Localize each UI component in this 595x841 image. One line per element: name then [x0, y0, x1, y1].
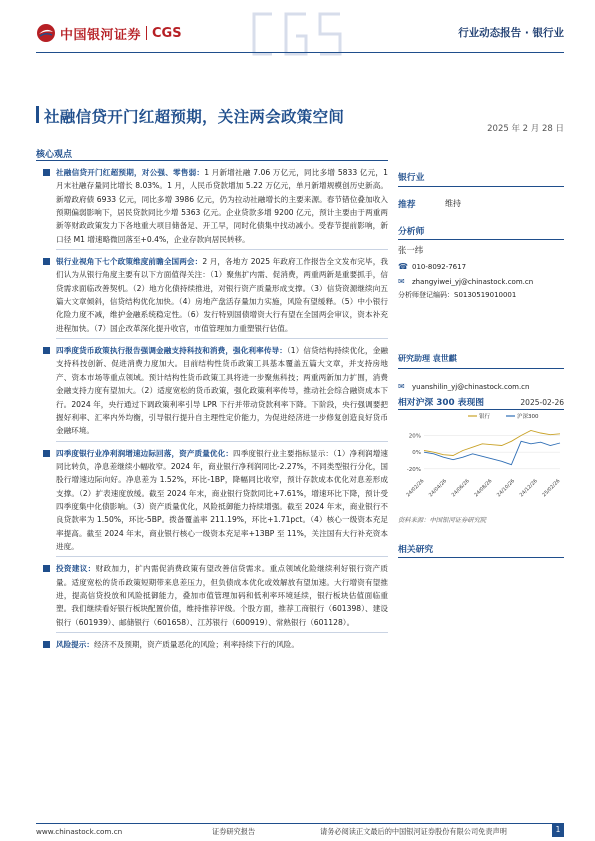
core-views-label: 核心观点	[36, 150, 73, 160]
chart-header	[398, 395, 564, 408]
key-point	[56, 638, 388, 651]
envelope-icon: ✉	[398, 382, 405, 391]
key-point-lead: 投资建议：	[56, 564, 96, 574]
key-point-text: 财政加力，扩内需促消费政策有望改善信贷需求。重点领域化险继续利好银行资产质量。适度宽松的货币政策短期带来息差压力，但负债成本优化或效解放有望加速。大行增资有望推进，提高信贷投放和风险抵御能力，叠加市值管理加码和低利率环境延续，银行板块估值面临重塑。我们继续看好银行板块配置价值，维持推荐评级。个股方面，推荐工商银行（601398）、建设银行（601939）、邮储银行（601658）、江苏银行（600919）、常熟银行（601128）。	[56, 564, 388, 627]
x-tick-label: 24/06/26	[450, 478, 471, 499]
footer-disclaimer: 请务必阅读正文最后的中国银河证券股份有限公司免责声明	[320, 827, 507, 836]
chart-date: 2025-02-26	[520, 398, 564, 407]
x-tick-label: 24/10/26	[495, 478, 517, 499]
industry-rule	[398, 186, 564, 187]
bullet-icon	[43, 258, 50, 265]
y-tick-label: -20%	[406, 466, 421, 473]
key-point	[56, 166, 388, 246]
bullet-icon	[43, 565, 50, 572]
logo-separator	[146, 26, 147, 40]
y-tick-label: 20%	[408, 433, 421, 440]
report-type: 行业动态报告 · 银行业	[458, 27, 564, 39]
rating-label: 推荐	[398, 200, 416, 210]
key-point-text: 1 月新增社融 7.06 万亿元，同比多增 5833 亿元，1 月末社融存量同比增长 8.03%。1 月，人民币贷款增加 5.22 万亿元，单月新增规模创历史新高。新增政府债 6933 亿元，同比多增 3986 亿元，仍为拉动社融增长的主要来源。春节错位叠加收入预期偏弱影响下，居民贷款同比少增 5363 亿元。企业贷款多增 9200 亿元，预计主要由于两重两新等财政政策发力下各地重大项目储备足、开工早，同时化债集中找动减小。受春节提前影响，新口径 M1 增速略微回落至+0.4%，企业存款向居民转移。	[56, 168, 388, 244]
point-divider	[56, 632, 388, 633]
x-tick-label: 24/02/26	[405, 478, 426, 499]
key-point-text: 经济不及预期，资产质量恶化的风险；利率持续下行的风险。	[93, 640, 299, 649]
analyst-cert: 分析师登记编码：S0130519010001	[398, 291, 517, 299]
email-address[interactable]: zhangyiwei_yj@chinastock.com.cn	[412, 277, 534, 286]
y-tick-label: 0%	[412, 450, 421, 457]
key-point-lead: 四季度银行业净利润增速边际回落，资产质量优化：	[56, 448, 234, 458]
chart-rule	[398, 409, 564, 410]
bullet-icon	[43, 450, 50, 457]
header-rule	[36, 52, 564, 53]
report-title: 社融信贷开门红超预期，关注两会政策空间	[44, 108, 345, 126]
core-views-rule	[36, 160, 388, 161]
key-point	[56, 255, 388, 335]
logo-emblem-icon	[36, 23, 56, 43]
key-points	[56, 166, 388, 651]
page-number: 1	[552, 823, 564, 837]
assistant-rule	[398, 368, 564, 369]
footer-center: 证券研究报告	[212, 827, 256, 836]
key-point	[56, 562, 388, 629]
phone-number: 010-8092-7617	[412, 262, 467, 271]
key-point-text: 四季度银行业主要指标显示：（1）净利润增速同比转负，净息差继续小幅收窄。2024 年，商业银行净利润同比-2.27%，不同类型银行分化，国股行增速边际向好。净息差为 1.52%，环比-1BP，降幅同比收窄，预计存款成本优化对息差形成支撑。（2）扩表速度放缓。截至 2024 年末，商业银行贷款同比+7.61%，增速环比下降，预计受四季度集中化债影响。（3）资产质量优化，风险抵御能力持续增强。截至 2024 年末，商业银行不良贷款率为 1.50%，环比-5BP。拨备覆盖率 211.19%，环比+1.71pct。（4）核心一级资本充足率提高。截至 2024 年末，商业银行核心一级资本充足率+13BP 至 11%，关注国有大行补充资本进度。	[56, 448, 388, 551]
report-date: 2025 年 2 月 28 日	[487, 124, 564, 134]
analyst-rule	[398, 239, 564, 240]
industry-label: 银行业	[398, 173, 425, 183]
legend-label: 银行	[479, 414, 491, 420]
x-tick-label: 25/02/26	[541, 478, 562, 499]
point-divider	[56, 556, 388, 557]
email-address[interactable]: yuanshilin_yj@chinastock.com.cn	[412, 382, 530, 391]
analyst-email[interactable]	[398, 277, 533, 286]
key-point	[56, 447, 388, 554]
related-rule	[398, 557, 564, 558]
point-divider	[56, 441, 388, 442]
assistant-email[interactable]	[398, 382, 529, 391]
point-divider	[56, 249, 388, 250]
logo-name: 中国银河证券	[60, 27, 142, 43]
x-tick-label: 24/08/26	[473, 478, 494, 499]
x-tick-label: 24/12/26	[518, 478, 539, 499]
chart-source: 资料来源：中国银河证券研究院	[398, 517, 487, 524]
point-divider	[56, 338, 388, 339]
envelope-icon: ✉	[398, 277, 405, 286]
bullet-icon	[43, 347, 50, 354]
related-research-label: 相关研究	[398, 545, 434, 555]
title-accent	[36, 106, 39, 123]
key-point	[56, 344, 388, 437]
company-logo	[36, 22, 182, 44]
analyst-phone	[398, 262, 466, 271]
analyst-label: 分析师	[398, 227, 425, 237]
bullet-icon	[43, 169, 50, 176]
key-point-text: 2 月，各地方 2025 年政府工作报告全文发布完毕，我们认为从银行角度主要有以下方面值得关注：（1）聚焦扩内需、促消费，两重两新是重要抓手，信贷需求面临改善契机。（2）地方化债持续推进，对银行资产质量形成支撑。（3）信贷资源继续向五篇大文章倾斜，信贷结构优化加快。（4）房地产盘活存量加力实施，风险有望缓释。（5）中小银行化险力度不减，维护金融系统稳定性。（6）发行特别国债增资大行有望在全国两会审议，资本补充进程加快。（7）国企改革深化提升收官，市值管理加力重塑银行估值。	[56, 257, 388, 333]
footer-rule	[36, 823, 564, 824]
key-point-lead: 社融信贷开门红超预期，对公强、零售弱：	[56, 168, 205, 177]
series-line-0	[424, 431, 560, 456]
key-point-text: （1）信贷结构持续优化，金融支持科技创新、促进消费力度加大。目前结构性货币政策工具基本覆盖五篇大文章，并支持房地产、资本市场等重点领域。预计结构性货币政策工具将进一步聚焦科技；两重两新加力扩围，消费金融支持力度有望加大。（2）适度宽松的货币政策，强化政策利率传导，推动社会综合融资成本下行。2024 年，央行通过下调政策利率引导 LPR 下行并带动贷款利率下降。下阶段，央行强调要把握好利率、汇率内外均衡，引导银行提升自主理性定价能力，为促进经济进一步修复创造良好货币金融环境。	[56, 346, 388, 436]
x-tick-label: 24/04/26	[427, 478, 449, 499]
analyst-name: 张一纬	[398, 245, 424, 255]
phone-icon: ☎	[398, 262, 408, 271]
chart-title: 相对沪深 300 表现图	[398, 398, 485, 408]
assistant-label: 研究助理 袁世麒	[398, 354, 457, 363]
legend-label: 沪深300	[517, 414, 539, 420]
key-point-lead: 四季度货币政策执行报告强调金融支持科技和消费，强化利率传导：	[56, 346, 287, 356]
footer-website[interactable]: www.chinastock.com.cn	[36, 827, 123, 836]
key-point-lead: 风险提示：	[56, 640, 94, 649]
logo-cgs: CGS	[152, 25, 182, 41]
rating-value: 维持	[445, 199, 461, 208]
relative-performance-chart	[398, 411, 564, 507]
key-point-lead: 银行业视角下七个政策维度前瞻全国两会：	[56, 257, 203, 267]
bullet-icon	[43, 641, 50, 648]
